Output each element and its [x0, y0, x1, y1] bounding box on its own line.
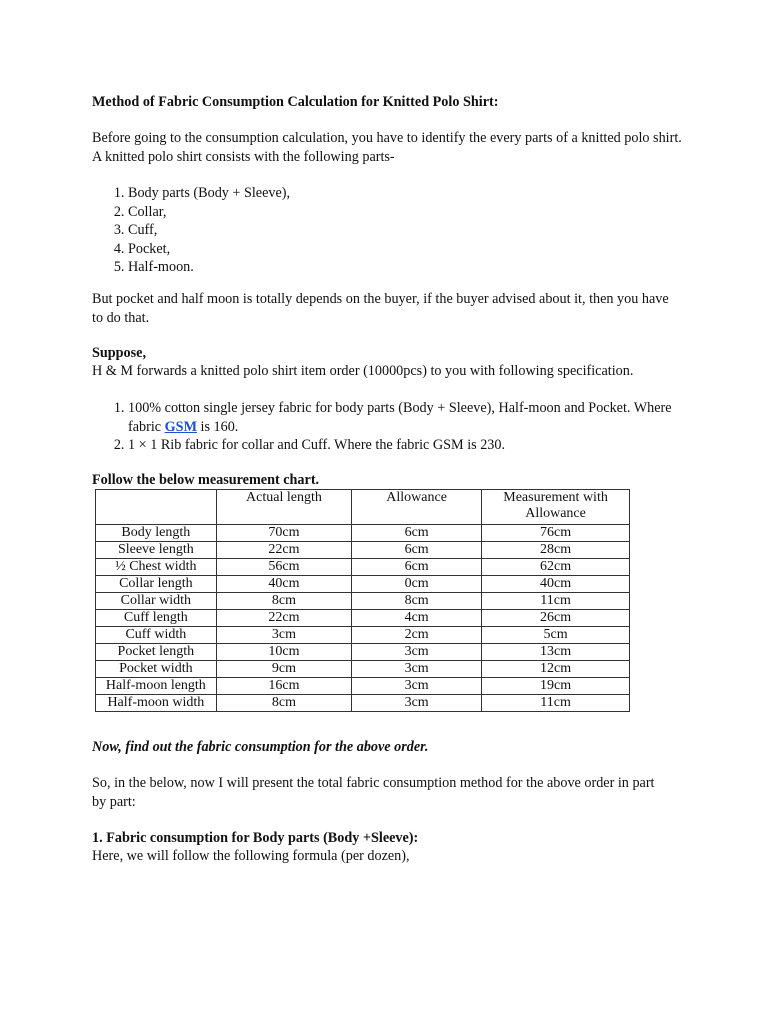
column-header [96, 490, 217, 525]
table-cell: 19cm [482, 678, 630, 695]
table-cell: 8cm [216, 695, 351, 712]
table-cell: 10cm [216, 644, 351, 661]
table-cell: Pocket length [96, 644, 217, 661]
gsm-link[interactable]: GSM [164, 418, 197, 435]
formula-intro: Here, we will follow the following formula (per dozen), [92, 848, 410, 864]
table-cell: 6cm [352, 559, 482, 576]
table-cell: 3cm [352, 644, 482, 661]
table-row [96, 593, 630, 610]
part-item: 1. Body parts (Body + Sleeve), [128, 184, 692, 203]
table-row [96, 576, 630, 593]
table-cell: 5cm [482, 627, 630, 644]
parts-list [92, 184, 692, 277]
chart-heading: Follow the below measurement chart. [92, 472, 320, 488]
table-cell: 3cm [216, 627, 351, 644]
column-header: Actual length [216, 490, 351, 525]
table-cell: 70cm [216, 525, 351, 542]
table-cell: 40cm [216, 576, 351, 593]
table-cell: 3cm [352, 695, 482, 712]
table-cell: ½ Chest width [96, 559, 217, 576]
order-paragraph: H & M forwards a knitted polo shirt item order (10000pcs) to you with following specification. [92, 363, 634, 379]
table-cell: 4cm [352, 610, 482, 627]
table-cell: Half-moon width [96, 695, 217, 712]
column-header: Allowance [352, 490, 482, 525]
spec-text: is 160. [196, 418, 239, 435]
table-cell: 56cm [216, 559, 351, 576]
table-cell: 22cm [216, 542, 351, 559]
table-row [96, 644, 630, 661]
table-cell: 28cm [482, 542, 630, 559]
table-cell: 8cm [216, 593, 351, 610]
table-cell: 12cm [482, 661, 630, 678]
measurement-table [95, 489, 630, 712]
intro-paragraph: Before going to the consumption calculation, you have to identify the every parts of a knitted polo shirt. A knitted polo shirt consists with the following parts- [92, 130, 682, 165]
table-row [96, 627, 630, 644]
table-cell: 2cm [352, 627, 482, 644]
table-cell: 9cm [216, 661, 351, 678]
table-cell: 11cm [482, 593, 630, 610]
part-item: 3. Cuff, [128, 221, 692, 240]
table-cell: 76cm [482, 525, 630, 542]
table-cell: Collar width [96, 593, 217, 610]
table-row [96, 542, 630, 559]
table-row [96, 559, 630, 576]
spec-item [128, 399, 692, 436]
note-paragraph: But pocket and half moon is totally depends on the buyer, if the buyer advised about it, then you have to do that. [92, 291, 669, 326]
doc-title: Method of Fabric Consumption Calculation for Knitted Polo Shirt: [92, 94, 499, 110]
part-item: 2. Collar, [128, 203, 692, 222]
table-cell: Cuff length [96, 610, 217, 627]
table-cell: 26cm [482, 610, 630, 627]
table-cell: 11cm [482, 695, 630, 712]
table-cell: 40cm [482, 576, 630, 593]
table-cell: 0cm [352, 576, 482, 593]
part-item: 4. Pocket, [128, 240, 692, 259]
table-cell: 6cm [352, 525, 482, 542]
table-cell: 8cm [352, 593, 482, 610]
table-cell: Body length [96, 525, 217, 542]
table-cell: Cuff width [96, 627, 217, 644]
spec-list [92, 399, 692, 455]
spec-item: 2. 1 × 1 Rib fabric for collar and Cuff. Where the fabric GSM is 230. [128, 436, 692, 455]
table-row [96, 678, 630, 695]
section-1-heading: 1. Fabric consumption for Body parts (Body +Sleeve): [92, 830, 419, 846]
table-row [96, 610, 630, 627]
table-cell: 16cm [216, 678, 351, 695]
table-row [96, 695, 630, 712]
table-cell: 22cm [216, 610, 351, 627]
table-cell: Collar length [96, 576, 217, 593]
table-cell: 13cm [482, 644, 630, 661]
table-cell: 62cm [482, 559, 630, 576]
table-row [96, 661, 630, 678]
find-heading: Now, find out the fabric consumption for the above order. [92, 739, 429, 755]
table-cell: 3cm [352, 661, 482, 678]
table-cell: Sleeve length [96, 542, 217, 559]
table-cell: Half-moon length [96, 678, 217, 695]
table-cell: 3cm [352, 678, 482, 695]
table-cell: 6cm [352, 542, 482, 559]
so-paragraph: So, in the below, now I will present the total fabric consumption method for the above order in part by part: [92, 775, 655, 810]
part-item: 5. Half-moon. [128, 258, 692, 277]
suppose-heading: Suppose, [92, 345, 147, 361]
column-header: Measurement with Allowance [482, 490, 630, 525]
table-row [96, 525, 630, 542]
spec-text: 100% cotton single jersey fabric for body parts (Body + Sleeve), Half-moon and Pocket. Where fabric [128, 400, 672, 435]
table-cell: Pocket width [96, 661, 217, 678]
